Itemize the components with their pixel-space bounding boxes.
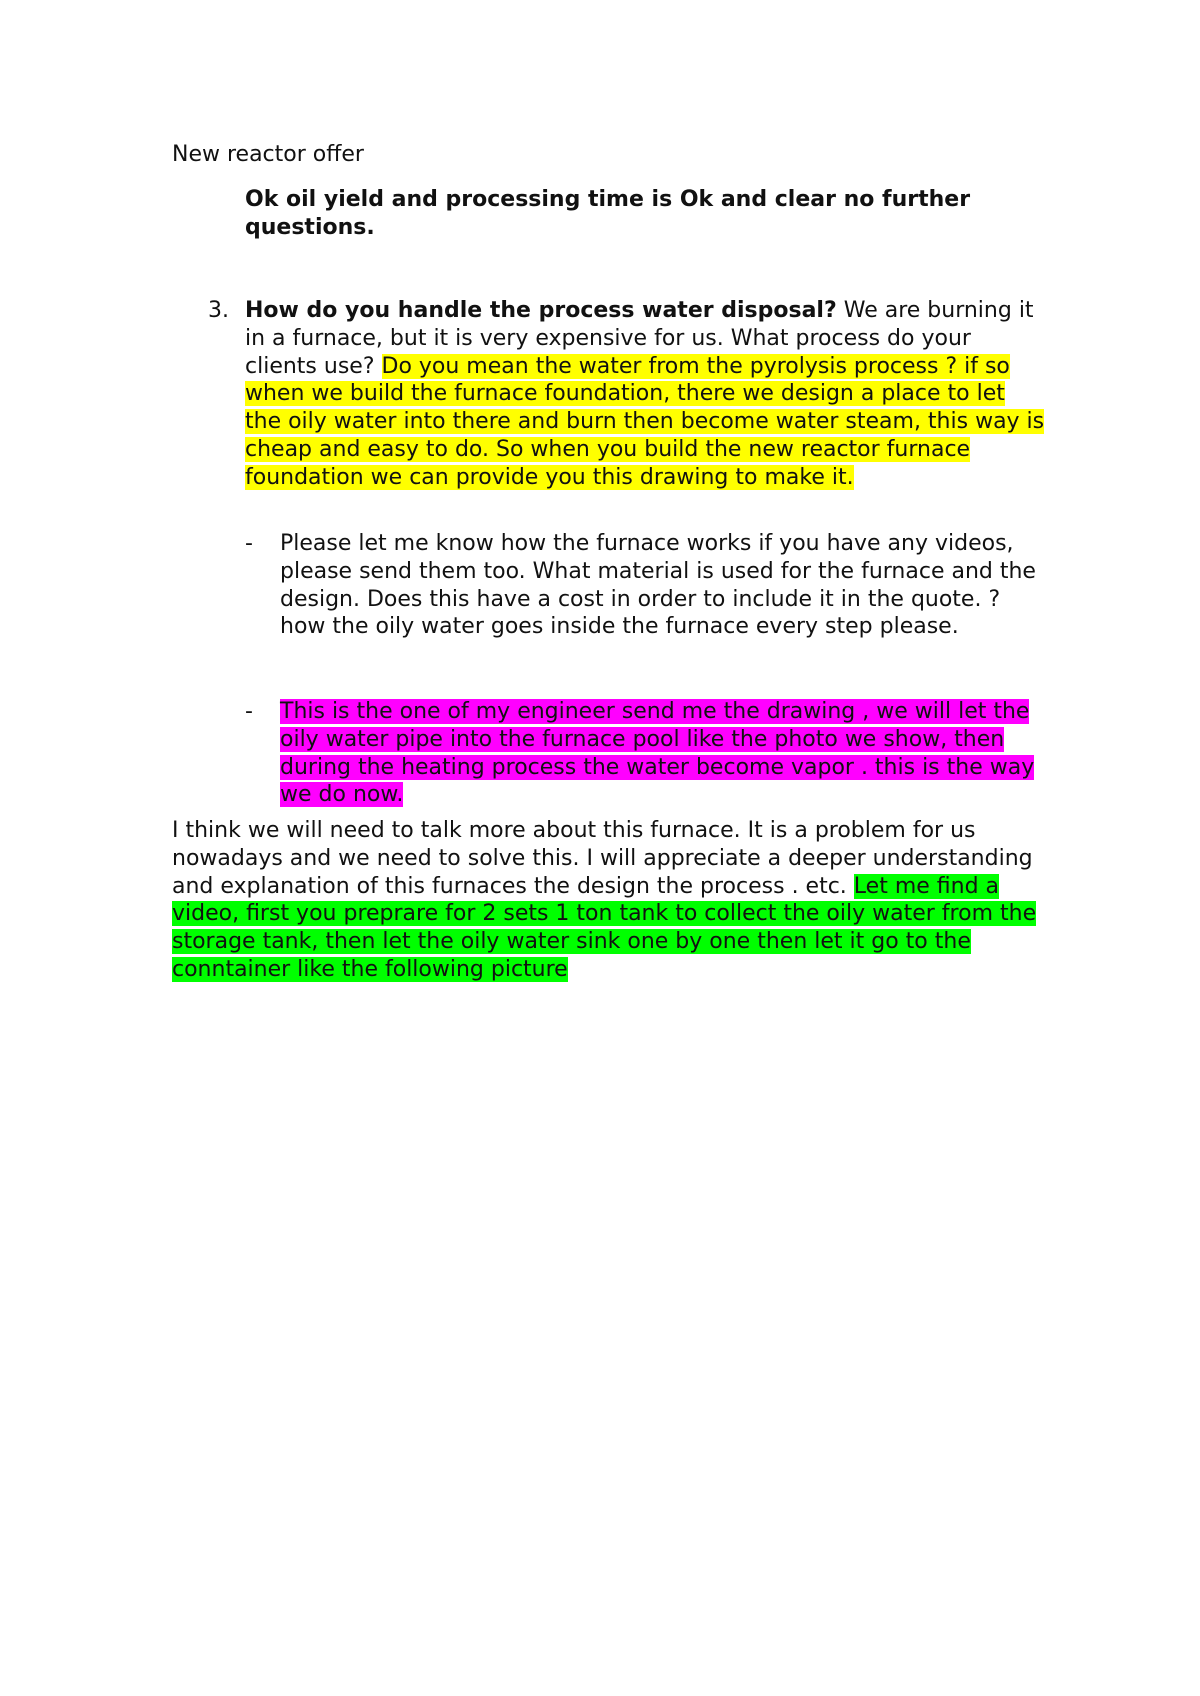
reply-highlight-green: Let me find a video, first you preprare for 2 sets 1 ton tank to collect the oily water from the storage tank, then let the oily water sink one by one then let it go to the conntainer like the following picture <box>172 873 1037 982</box>
closing-paragraph <box>172 817 1052 984</box>
bullet-text-1: Please let me know how the furnace works if you have any videos, please send them too. What material is used for the furnace and the design. Does this have a cost in order to include it in the quote. ? how the oily water goes inside the furnace every step please. <box>280 531 1036 640</box>
question-heading: How do you handle the process water disposal? <box>245 298 837 323</box>
bullet-item-2 <box>280 698 1050 809</box>
bullet-dash-2: - <box>245 699 253 724</box>
bullet-text-2-highlight-magenta: This is the one of my engineer send me the drawing , we will let the oily water pipe into the furnace pool like the photo we show, then during the heating process the water become vapor . this is the way we do now. <box>280 699 1035 808</box>
document-title: New reactor offer <box>172 142 364 167</box>
bullet-dash-1: - <box>245 531 253 556</box>
closing-text: I think we will need to talk more about this furnace. It is a problem for us nowadays and we need to solve this. I will appreciate a deeper understanding and explanation of this furnaces the design the process . etc. <box>172 818 1033 899</box>
question-text: We are burning it in a furnace, but it is very expensive for us. What process do your clients use? <box>245 298 1034 379</box>
bullet-item-1 <box>280 530 1050 641</box>
intro-note: Ok oil yield and processing time is Ok and clear no further questions. <box>245 187 971 240</box>
question-number: 3. <box>208 298 229 323</box>
answer-highlight-yellow: Do you mean the water from the pyrolysis process ? if so when we build the furnace foundation, there we design a place to let the oily water into there and burn then become water steam, this way is cheap and easy to do. So when you build the new reactor furnace foundation we can provide you this drawing to make it. <box>245 353 1045 490</box>
question-item <box>245 297 1045 492</box>
